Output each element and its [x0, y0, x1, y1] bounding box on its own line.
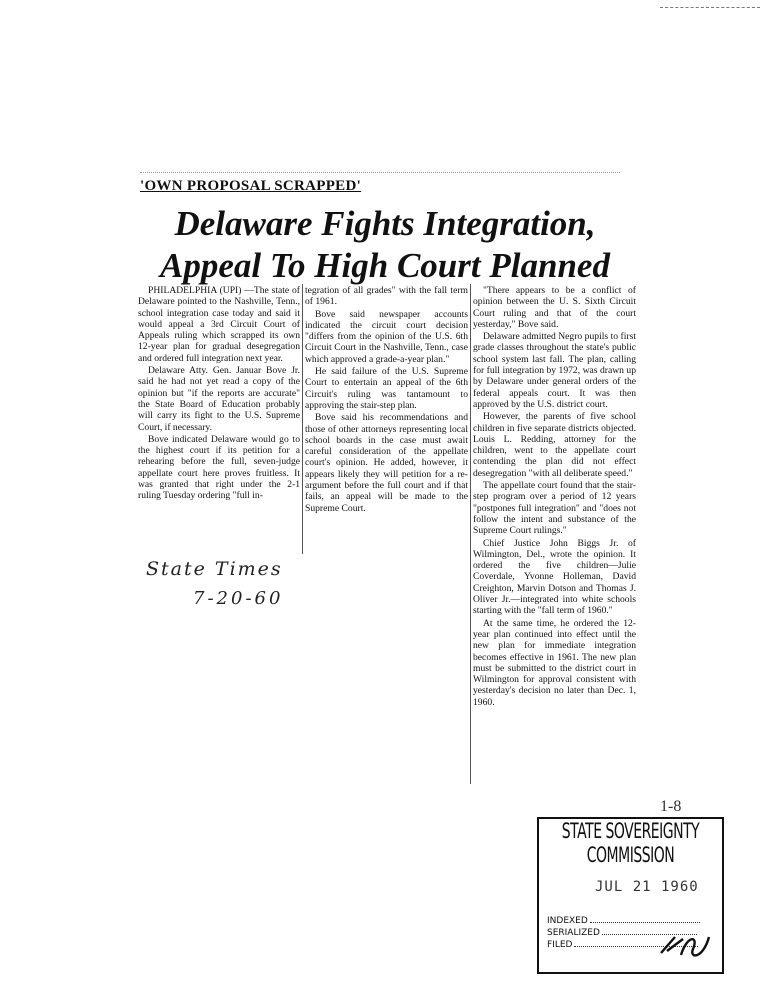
article-column-3 — [473, 285, 636, 709]
col2-paragraph: tegration of all grades" with the fall term of 1961. — [305, 285, 468, 308]
stamp-indexed-label: INDEXED — [547, 916, 588, 926]
corner-mark: 1-8 — [660, 798, 682, 815]
col1-paragraph: Bove indicated Delaware would go to the highest court if its petition for a rehearing before the full, seven-judge appellate court here proves fruitless. It was granted that right under the 2-1 ruling Tuesday ordering "full in- — [138, 433, 300, 502]
stamp-initials-scribble — [657, 931, 717, 961]
article-column-2 — [305, 285, 468, 515]
col2-paragraph: Bove said his recommendations and those of other attorneys representing local school boards in the case must await careful consideration of the appellate court's opinion. He added, however, it appears likely they will petition for a re-argument before the full court and if that fails, an appeal will be made to the Supreme Court. — [305, 412, 468, 514]
headline-line-2: Appeal To High Court Planned — [160, 246, 610, 285]
column-separator — [302, 284, 303, 554]
col3-paragraph: However, the parents of five school children in five separate districts objected. Louis L. Redding, attorney for the children, went to the appellate court contending the plan did not effect desegregation "with all deliberate speed." — [473, 411, 636, 479]
stamp-filed-label: FILED — [547, 940, 573, 950]
stamp-date: JUL 21 1960 — [595, 879, 699, 895]
clipping-top-rule — [140, 172, 620, 173]
col1-paragraph: Delaware Atty. Gen. Januar Bove Jr. said he had not yet read a copy of the opinion but "if the reports are accurate" the State Board of Education probably will carry its fight to the U.S. Supreme Court, if necessary. — [138, 365, 300, 433]
col3-paragraph: Delaware admitted Negro pupils to first grade classes throughout the state's public school system last fall. The plan, calling for full integration by 1972, was drawn up by Delaware under general orders of the federal appeals court. It was then approved by the U.S. district court. — [473, 331, 636, 410]
stamp-indexed-line — [547, 916, 700, 926]
article-kicker: 'OWN PROPOSAL SCRAPPED' — [140, 178, 362, 194]
col3-paragraph: Chief Justice John Biggs Jr. of Wilmington, Del., wrote the opinion. It ordered the five children—Julie Coverdale, Yvonne Holleman, David Creighton, Marvin Dotson and Thomas J. Oliver Jr.—integrated into white schools starting with the "fall term of 1960." — [473, 537, 636, 617]
stamp-title: STATE SOVEREIGNTY COMMISSION — [561, 820, 700, 868]
col1-paragraph: PHILADELPHIA (UPI) —The state of Delaware pointed to the Nashville, Tenn., school integration case today and said it would appeal a 3rd Circuit Court of Appeals ruling which scrapped its own 12-year plan for gradual desegregation and ordered full integration next year. — [138, 285, 300, 364]
col3-paragraph: The appellate court found that the stair-step program over a period of 12 years "postpones full integration" and "does not follow the intent and substance of the Supreme Court rulings." — [473, 480, 636, 537]
col2-paragraph: Bove said newspaper accounts indicated the circuit court decision "differs from the opinion of the U.S. 6th Circuit Court in the Nashville, Tenn., case which approved a grade-a-year plan." — [305, 308, 468, 365]
stamp-serialized-label: SERIALIZED — [547, 928, 600, 938]
col3-paragraph: At the same time, he ordered the 12-year plan continued into effect until the new plan for immediate integration becomes effective in 1961. The new plan must be submitted to the district court in Wilmington for approval consistent with yesterday's decision no later than Dec. 1, 1960. — [473, 617, 636, 708]
column-separator — [470, 284, 471, 784]
col3-paragraph: "There appears to be a conflict of opinion between the U. S. Sixth Circuit Court ruling and that of the court yesterday," Bove said. — [473, 285, 636, 330]
article-column-1 — [138, 285, 300, 503]
col2-paragraph: He said failure of the U.S. Supreme Court to entertain an appeal of the 6th Circuit's ruling was tantamount to approving the stair-step plan. — [305, 366, 468, 411]
headline-line-1: Delaware Fights Integration, — [174, 204, 596, 243]
top-edge-rule — [660, 7, 760, 8]
handwritten-source: State Times — [146, 558, 283, 580]
commission-stamp — [537, 817, 724, 974]
handwritten-date: 7-20-60 — [193, 588, 284, 609]
